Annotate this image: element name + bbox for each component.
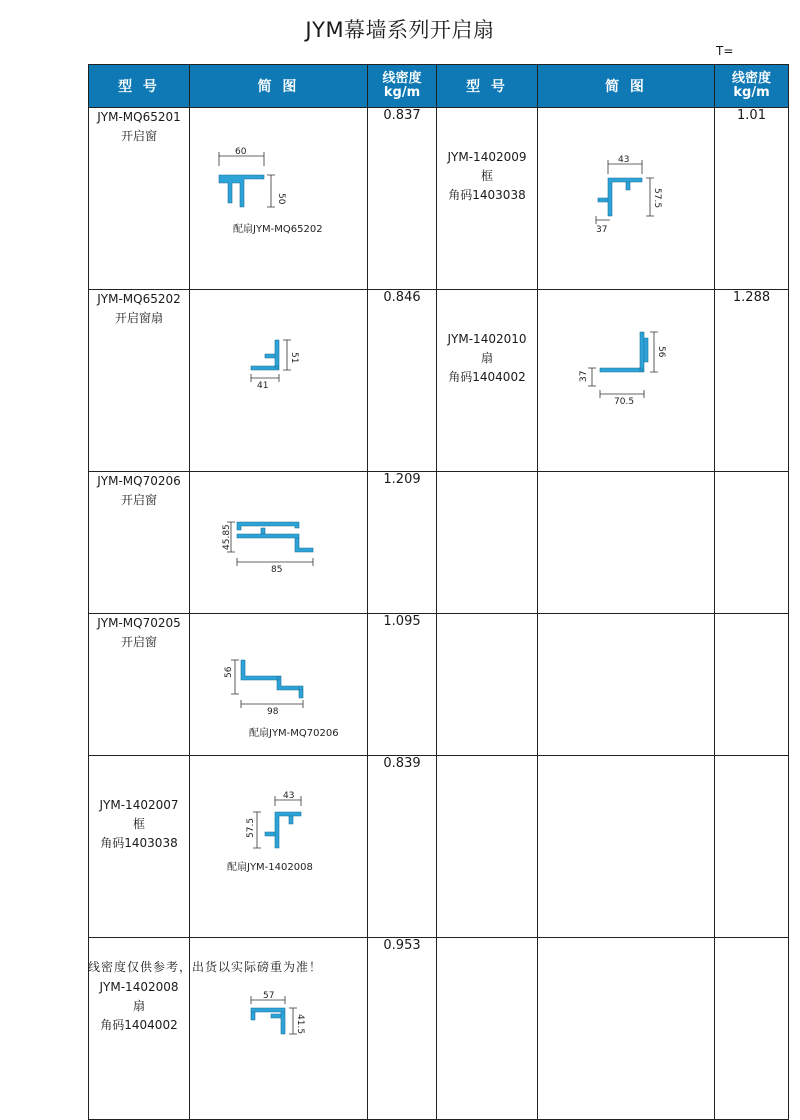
diagram-cell [190,614,368,756]
empty-cell [437,756,538,938]
density-value: 1.01 [715,108,789,290]
empty-cell [437,614,538,756]
empty-cell [538,756,715,938]
profile-diagram-1402007 [191,756,367,896]
diagram-caption: 配扇JYM-MQ70206 [248,728,339,739]
header-density: 线密度 kg/m [368,65,437,108]
model-cell: JYM-1402009 框 角码1403038 [437,108,538,290]
diagram-cell [538,290,715,472]
dim-label: 56 [656,346,666,358]
footnote: 线密度仅供参考，出货以实际磅重为准！ [88,960,323,974]
model-cell: JYM-1402007 框 角码1403038 [89,756,190,938]
empty-cell [538,614,715,756]
model-cell: JYM-MQ70205 开启窗 [89,614,190,756]
dim-label: 57 [262,991,274,1001]
density-value: 0.839 [368,756,437,938]
dim-label: 60 [234,147,246,157]
diagram-cell [190,290,368,472]
density-value: 0.837 [368,108,437,290]
table-row [89,108,789,290]
density-value: 0.953 [368,938,437,1120]
profile-diagram-1402009 [538,108,714,248]
empty-cell [715,938,789,1120]
empty-cell [715,614,789,756]
page-title: JYM幕墙系列开启扇 [305,18,495,42]
dim-label: 85 [270,565,282,575]
diagram-cell [190,756,368,938]
header-diagram: 简 图 [538,65,715,108]
profile-diagram-70205 [191,614,367,754]
diagram-caption: 配扇JYM-MQ65202 [232,224,323,235]
dim-label: 70.5 [614,397,635,407]
empty-cell [538,472,715,614]
dim-label: 51 [288,352,299,364]
dim-label: 98 [266,707,278,717]
dim-label: 37 [579,370,589,382]
dim-label: 56 [223,666,234,678]
dim-label: 57.5 [245,817,256,838]
model-cell: JYM-MQ70206 开启窗 [89,472,190,614]
table-row [89,614,789,756]
empty-cell [715,472,789,614]
header-density: 线密度 kg/m [715,65,789,108]
empty-cell [715,756,789,938]
profile-diagram-65202 [191,290,367,430]
model-cell: JYM-1402008 扇 角码1404002 [89,938,190,1120]
table-header-row [89,65,789,108]
dim-label: 43 [618,155,630,165]
header-diagram: 简 图 [190,65,368,108]
diagram-cell [538,108,715,290]
density-value: 0.846 [368,290,437,472]
diagram-caption: 配扇JYM-1402008 [226,862,313,873]
profile-diagram-65201 [191,108,367,248]
density-value: 1.209 [368,472,437,614]
model-cell: JYM-1402010 扇 角码1404002 [437,290,538,472]
dim-label: 43 [282,791,294,801]
profile-diagram-70206 [191,472,367,612]
table-row [89,472,789,614]
empty-cell [437,938,538,1120]
profile-diagram-1402010 [538,290,714,430]
table-row [89,290,789,472]
empty-cell [538,938,715,1120]
dim-label: 41.5 [294,1014,305,1035]
density-value: 1.288 [715,290,789,472]
diagram-cell [190,472,368,614]
dim-label: 37 [596,225,608,235]
dim-label: 41 [256,381,268,391]
dim-label: 45.85 [221,524,232,550]
model-cell: JYM-MQ65202 开启窗扇 [89,290,190,472]
empty-cell [437,472,538,614]
dim-label: 50 [275,193,286,205]
density-value: 1.095 [368,614,437,756]
model-cell: JYM-MQ65201 开启窗 [89,108,190,290]
table-row [89,756,789,938]
diagram-cell [190,108,368,290]
t-label: T= [716,44,734,58]
dim-label: 57.5 [652,188,662,209]
header-model: 型 号 [437,65,538,108]
header-model: 型 号 [89,65,190,108]
